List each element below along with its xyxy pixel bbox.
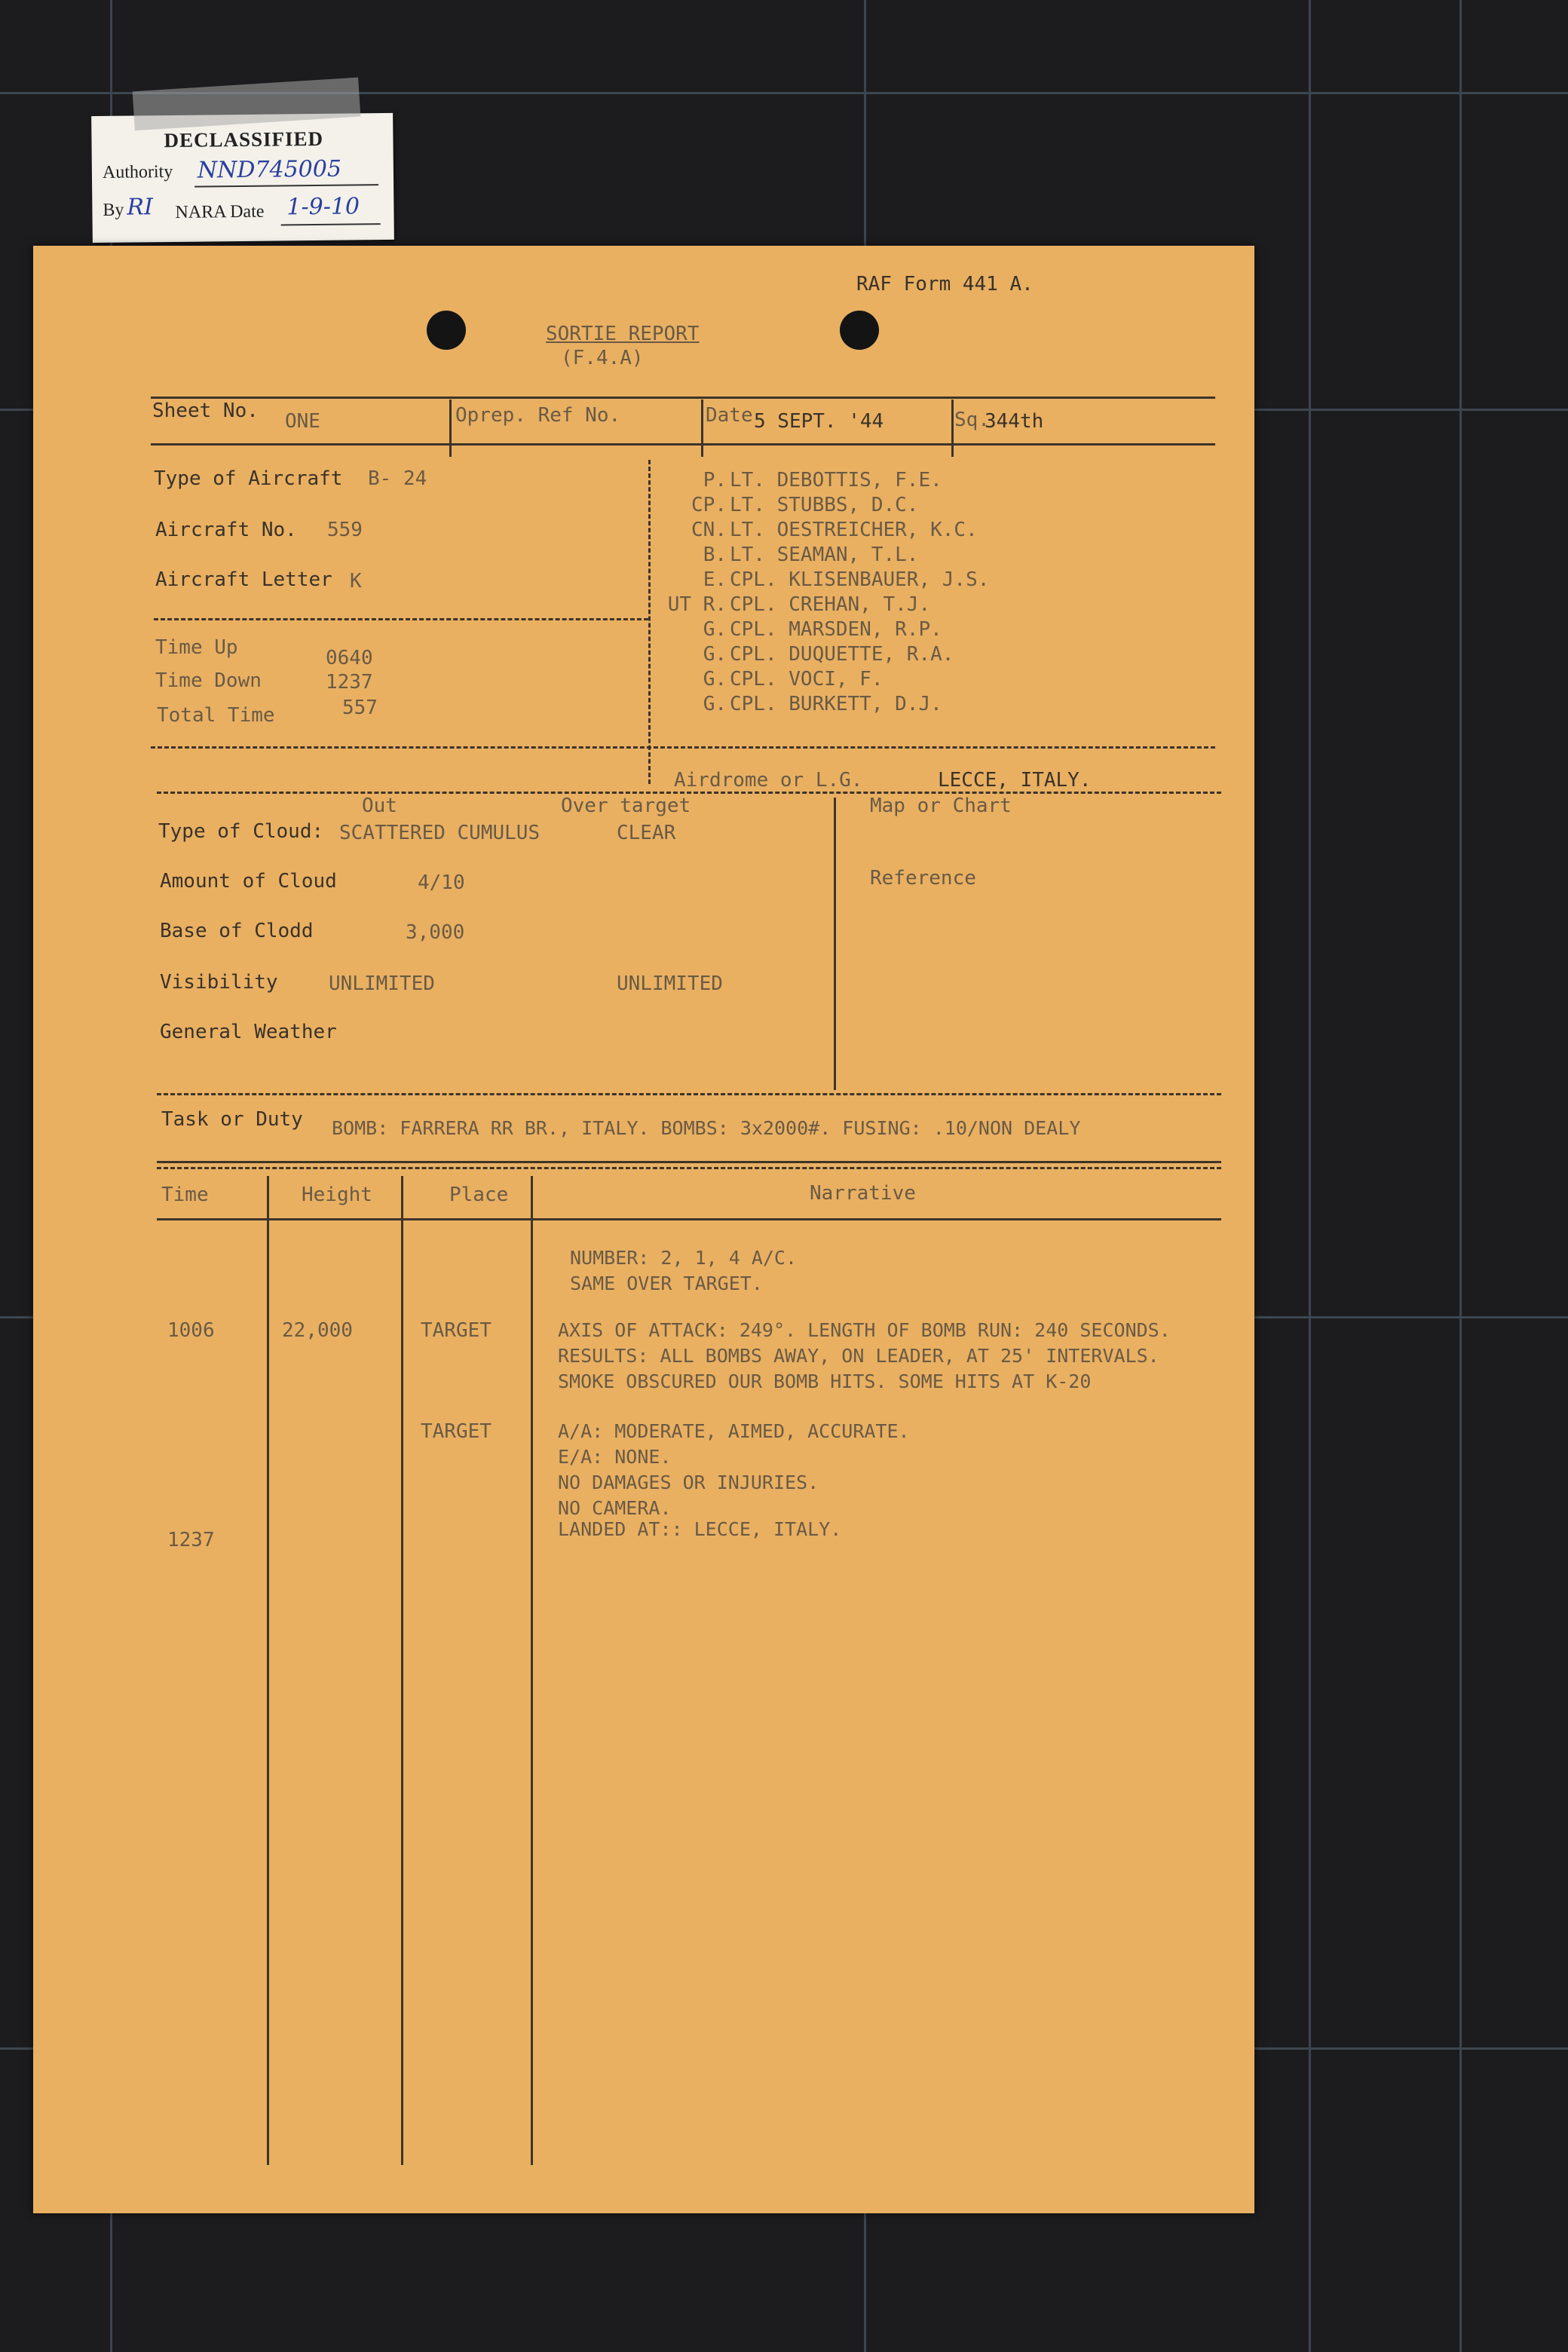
rule [951,400,954,457]
cloud-type-label: Type of Cloud: [158,820,324,843]
crew-name: CPL. CREHAN, T.J. [730,593,931,616]
squadron-label: Sq. [954,409,990,431]
crew-name: LT. SEAMAN, T.L. [730,544,919,566]
sortie-report-sheet [33,246,1254,2213]
crew-name: CPL. BURKETT, D.J. [730,693,942,715]
time-down-label: Time Down [155,669,262,692]
cloud-amount-label: Amount of Cloud [160,870,337,893]
rule [154,618,648,620]
log-header-narrative: Narrative [810,1182,916,1205]
rule [449,400,452,457]
background-grid-line [1309,0,1311,2352]
sheet-no-value: ONE [285,410,320,433]
log-header-time: Time [161,1184,209,1206]
task-value: BOMB: FARRERA RR BR., ITALY. BOMBS: 3x2000#. FUSING: .10/NON DEALY [332,1117,1081,1139]
log-place: TARGET [421,1319,492,1342]
crew-name: CPL. MARSDEN, R.P. [730,618,942,641]
by-value: RI [127,194,154,221]
total-time-label: Total Time [157,704,275,727]
log-place: TARGET [421,1420,492,1443]
aircraft-letter-value: K [350,570,362,593]
rule [401,1176,403,2165]
visibility-label: Visibility [160,971,278,994]
rule [157,792,1221,794]
authority-label: Authority [102,161,173,182]
log-header-height: Height [302,1184,372,1206]
airdrome-value: LECCE, ITALY. [938,769,1092,792]
authority-underline [194,184,378,188]
declassified-stamp [91,113,394,243]
rule [701,400,703,457]
crew-role: G. [703,618,727,641]
rule [531,1176,533,2165]
rule [157,1218,1221,1220]
nara-date-value: 1-9-10 [286,193,360,221]
crew-name: LT. STUBBS, D.C. [730,494,919,516]
cloud-type-out: SCATTERED CUMULUS [339,822,541,844]
map-chart-label: Map or Chart [870,795,1012,817]
rule [648,460,651,784]
crew-role: UT R. [667,593,727,616]
time-down-value: 1237 [326,671,373,694]
reference-label: Reference [870,867,976,890]
visibility-out: UNLIMITED [329,972,435,995]
narrative-line: AXIS OF ATTACK: 249°. LENGTH OF BOMB RUN: 240 SECONDS. [558,1319,1171,1341]
sheet-no-label: Sheet No. [152,400,259,422]
form-subtitle: (F.4.A) [561,347,644,369]
crew-role: G. [703,643,727,666]
crew-role: E. [703,568,727,591]
weather-out-label: Out [362,795,397,817]
rule [151,397,1215,399]
cloud-base-out: 3,000 [406,921,465,944]
crew-role: G. [703,693,727,715]
form-title: SORTIE REPORT [546,323,700,345]
narrative-line: SMOKE OBSCURED OUR BOMB HITS. SOME HITS AT K-20 [558,1370,1092,1392]
date-value: 5 SEPT. '44 [754,410,884,433]
narrative-line: LANDED AT:: LECCE, ITALY. [558,1518,842,1540]
crew-role: P. [703,469,727,492]
punch-hole-right [840,311,879,350]
narrative-line: SAME OVER TARGET. [570,1272,763,1294]
log-time: 1237 [167,1529,215,1551]
date-label: Date [706,404,753,427]
visibility-target: UNLIMITED [617,972,723,995]
aircraft-number-value: 559 [327,519,363,541]
crew-name: CPL. KLISENBAUER, J.S. [730,568,990,591]
cloud-amount-out: 4/10 [418,871,465,894]
crew-name: CPL. DUQUETTE, R.A. [730,643,954,666]
oprep-label: Oprep. Ref No. [455,404,621,427]
tape [133,78,361,131]
time-up-label: Time Up [155,636,238,659]
authority-value: NND745005 [197,155,342,184]
log-time: 1006 [167,1319,215,1342]
general-weather-label: General Weather [160,1021,337,1043]
crew-role: G. [703,668,727,691]
log-height: 22,000 [282,1319,353,1342]
cloud-base-label: Base of Clodd [160,920,314,942]
rule [157,1167,1221,1169]
rule [157,1093,1221,1095]
aircraft-letter-label: Aircraft Letter [155,568,332,591]
punch-hole-left [427,311,466,350]
crew-role: CN. [691,519,727,541]
weather-target-label: Over target [561,795,691,817]
rule [834,798,836,1090]
stamp-title: DECLASSIFIED [164,127,324,152]
background-grid-line [1459,0,1462,2352]
narrative-line: RESULTS: ALL BOMBS AWAY, ON LEADER, AT 25' INTERVALS. [558,1345,1159,1367]
narrative-line: NUMBER: 2, 1, 4 A/C. [570,1247,798,1269]
log-header-place: Place [449,1184,509,1206]
narrative-line: A/A: MODERATE, AIMED, ACCURATE. [558,1420,910,1442]
rule [157,1161,1221,1163]
crew-name: LT. OESTREICHER, K.C. [730,519,978,541]
aircraft-number-label: Aircraft No. [155,519,297,541]
task-label: Task or Duty [161,1108,303,1131]
aircraft-type-value: B- 24 [368,467,427,490]
rule [151,746,1215,749]
crew-name: LT. DEBOTTIS, F.E. [730,469,942,492]
crew-role: B. [703,544,727,566]
rule [151,443,1215,446]
narrative-line: NO DAMAGES OR INJURIES. [558,1472,819,1493]
crew-role: CP. [691,494,727,516]
cloud-type-target: CLEAR [617,822,676,844]
squadron-value: 344th [985,410,1044,433]
rule [267,1176,269,2165]
nara-date-label: NARA Date [175,201,265,222]
aircraft-type-label: Type of Aircraft [154,467,343,490]
by-label: By [103,200,124,220]
form-number: RAF Form 441 A. [856,273,1034,296]
date-underline [281,223,381,225]
crew-name: CPL. VOCI, F. [730,668,884,691]
time-up-value: 0640 [326,647,373,669]
narrative-line: E/A: NONE. [558,1446,672,1468]
total-time-value: 557 [342,697,378,719]
airdrome-label: Airdrome or L.G. [674,769,863,792]
narrative-line: NO CAMERA. [558,1497,672,1519]
